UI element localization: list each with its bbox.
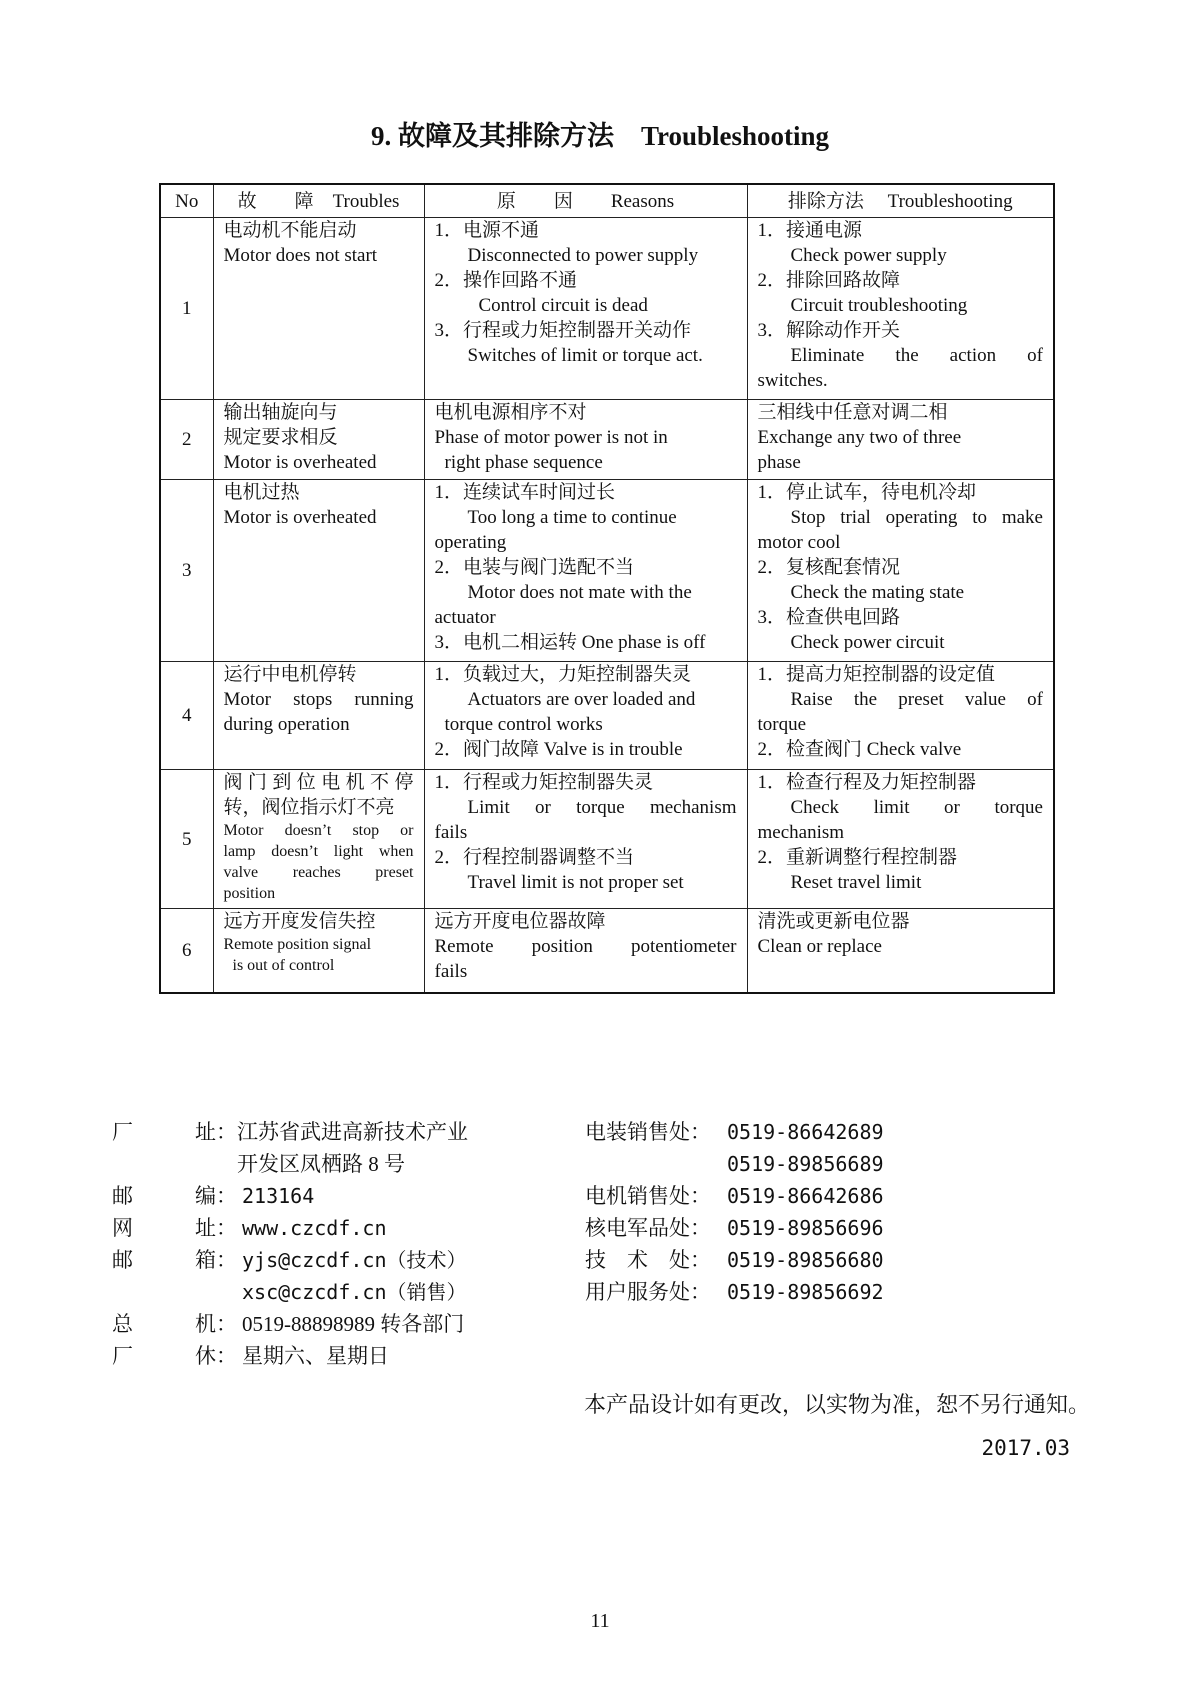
holiday-label-suffix: 休： [195,1344,237,1368]
troubles-cell [213,400,424,480]
cell-text: 三相线中任意对调二相 [757,402,948,423]
cell-text: Exchange any two of three [757,427,962,448]
row-number: 3 [160,480,213,662]
cell-text: Motor stops running [223,689,414,710]
cell-text: 2．行程控制器调整不当 [434,847,635,868]
cell-text: Check the mating state [790,582,965,603]
address-line: 开发区凤栖路 8 号 [237,1152,405,1176]
cell-text: 运行中电机停转 [223,664,357,685]
cell-text: Phase of motor power is not in [434,427,668,448]
postcode-label: 邮 [112,1184,133,1208]
cell-text: 清洗或更新电位器 [757,911,910,932]
cell-text: Motor does not start [223,245,378,266]
cell-text: 阀门到位电机不停 [223,772,414,793]
cell-text: 1．检查行程及力矩控制器 [757,772,977,793]
table-row [160,909,1054,993]
fix-cell [747,480,1054,662]
cell-text: 2．重新调整行程控制器 [757,847,958,868]
cell-text: Travel limit is not proper set [467,872,684,893]
cell-text: Reset travel limit [790,872,922,893]
cell-text: Remote position potentiometer [434,936,737,957]
cell-text: Disconnected to power supply [467,245,699,266]
cell-text: Check power circuit [790,632,945,653]
cell-text: torque [757,714,807,735]
company-info [0,1116,1200,1376]
contact-number: 0519-89856696 [727,1216,884,1240]
contact-label: 技 术 处： [585,1248,711,1272]
contact-number: 0519-86642689 [727,1120,884,1144]
cell-text: during operation [223,714,350,735]
contact-label: 电机销售处： [585,1184,711,1208]
table-row [160,480,1054,662]
contact-label: 核电军品处： [585,1216,711,1240]
cell-text: 2．复核配套情况 [757,557,901,578]
cell-text: Motor is overheated [223,452,377,473]
publish-date: 2017.03 [981,1436,1070,1460]
cell-text: 2．检查阀门 Check valve [757,739,962,760]
fix-cell [747,909,1054,993]
cell-text: torque control works [444,714,603,735]
troubles-cell [213,218,424,400]
cell-text: actuator [434,607,496,628]
troubles-cell [213,480,424,662]
cell-text: position [223,885,276,902]
cell-text: valve reaches preset [223,864,414,881]
email-label: 邮 [112,1248,133,1272]
switchboard-label: 总 [112,1312,133,1336]
change-notice: 本产品设计如有更改，以实物为准，恕不另行通知。 [583,1392,1090,1417]
row-number: 6 [160,909,213,993]
header-no: No [160,184,213,218]
reasons-cell [424,909,747,993]
cell-text: 1．行程或力矩控制器失灵 [434,772,654,793]
row-number: 4 [160,662,213,770]
cell-text: Remote position signal [223,936,372,953]
cell-text: phase [757,452,801,473]
cell-text: 3．行程或力矩控制器开关动作 [434,320,692,341]
address-label: 厂 [112,1120,133,1144]
switchboard-value: 0519-88898989 转各部门 [242,1312,465,1336]
cell-text: Motor does not mate with the [467,582,692,603]
email-link-sales[interactable]: xsc@czcdf.cn（销售） [242,1280,467,1304]
cell-text: 电动机不能启动 [223,220,357,241]
troubles-cell [213,770,424,909]
row-number: 5 [160,770,213,909]
fix-cell [747,218,1054,400]
header-fix: 排除方法 Troubleshooting [747,184,1054,218]
cell-text: 3．电机二相运转 One phase is off [434,632,706,653]
reasons-cell [424,770,747,909]
cell-text: 1．停止试车，待电机冷却 [757,482,977,503]
table-row [160,400,1054,480]
address-label-suffix: 址： [195,1120,237,1144]
cell-text: 2．阀门故障 Valve is in trouble [434,739,683,760]
row-number: 1 [160,218,213,400]
website-label-suffix: 址： [195,1216,237,1240]
troubles-cell [213,662,424,770]
cell-text: right phase sequence [444,452,603,473]
email-link-tech[interactable]: yjs@czcdf.cn（技术） [242,1248,467,1272]
cell-text: Circuit troubleshooting [790,295,968,316]
reasons-cell [424,662,747,770]
contact-number: 0519-89856689 [727,1152,884,1176]
contact-number: 0519-89856680 [727,1248,884,1272]
cell-text: 1．提高力矩控制器的设定值 [757,664,996,685]
cell-text: Motor doesn’t stop or [223,822,414,839]
switchboard-label-suffix: 机： [195,1312,237,1336]
cell-text: 电机电源相序不对 [434,402,587,423]
cell-text: 电机过热 [223,482,300,503]
email-label-suffix: 箱： [195,1248,237,1272]
table-row [160,770,1054,909]
table-row [160,218,1054,400]
cell-text: 输出轴旋向与 [223,402,338,423]
table-header-row [160,184,1054,218]
cell-text: Limit or torque mechanism [467,797,737,818]
cell-text: switches. [757,370,828,391]
cell-text: motor cool [757,532,841,553]
cell-text: is out of control [232,957,335,974]
cell-text: 2．排除回路故障 [757,270,901,291]
cell-text: 远方开度发信失控 [223,911,376,932]
cell-text: 1．连续试车时间过长 [434,482,616,503]
cell-text: 2．操作回路不通 [434,270,578,291]
page-number: 11 [590,1610,610,1632]
cell-text: 1．接通电源 [757,220,863,241]
cell-text: 规定要求相反 [223,427,338,448]
holiday-value: 星期六、星期日 [242,1344,389,1368]
contact-label: 用户服务处： [585,1280,711,1304]
header-reasons: 原 因 Reasons [424,184,747,218]
contact-number: 0519-86642686 [727,1184,884,1208]
contact-number: 0519-89856692 [727,1280,884,1304]
row-number: 2 [160,400,213,480]
cell-text: Too long a time to continue [467,507,677,528]
header-troubles: 故 障 Troubles [213,184,424,218]
page-title: 9. 故障及其排除方法 Troubleshooting [370,121,830,151]
cell-text: 1．电源不通 [434,220,540,241]
address-line: 江苏省武进高新技术产业 [237,1120,468,1144]
cell-text: fails [434,822,468,843]
troubles-cell [213,909,424,993]
troubleshooting-table [159,183,1055,994]
cell-text: operating [434,532,507,553]
cell-text: fails [434,961,468,982]
cell-text: mechanism [757,822,845,843]
fix-cell [747,662,1054,770]
contact-label: 电装销售处： [585,1120,711,1144]
reasons-cell [424,400,747,480]
cell-text: Control circuit is dead [478,295,648,316]
cell-text: Check power supply [790,245,947,266]
cell-text: lamp doesn’t light when [223,843,414,860]
cell-text: Actuators are over loaded and [467,689,696,710]
cell-text: 转，阀位指示灯不亮 [223,797,395,818]
cell-text: 3．解除动作开关 [757,320,901,341]
holiday-label: 厂 [112,1344,133,1368]
cell-text: Eliminate the action of [790,345,1043,366]
cell-text: Check limit or torque [790,797,1043,818]
cell-text: Raise the preset value of [790,689,1043,710]
fix-cell [747,400,1054,480]
cell-text: Clean or replace [757,936,882,957]
reasons-cell [424,218,747,400]
cell-text: 3．检查供电回路 [757,607,901,628]
table-row [160,662,1054,770]
postcode-value: 213164 [242,1184,315,1208]
reasons-cell [424,480,747,662]
cell-text: 远方开度电位器故障 [434,911,606,932]
cell-text: 2．电装与阀门选配不当 [434,557,635,578]
cell-text: Switches of limit or torque act. [467,345,703,366]
fix-cell [747,770,1054,909]
cell-text: 1．负载过大，力矩控制器失灵 [434,664,692,685]
website-label: 网 [112,1216,133,1240]
postcode-label-suffix: 编： [195,1184,237,1208]
cell-text: Stop trial operating to make [790,507,1043,528]
website-link[interactable]: www.czcdf.cn [242,1216,387,1240]
cell-text: Motor is overheated [223,507,377,528]
